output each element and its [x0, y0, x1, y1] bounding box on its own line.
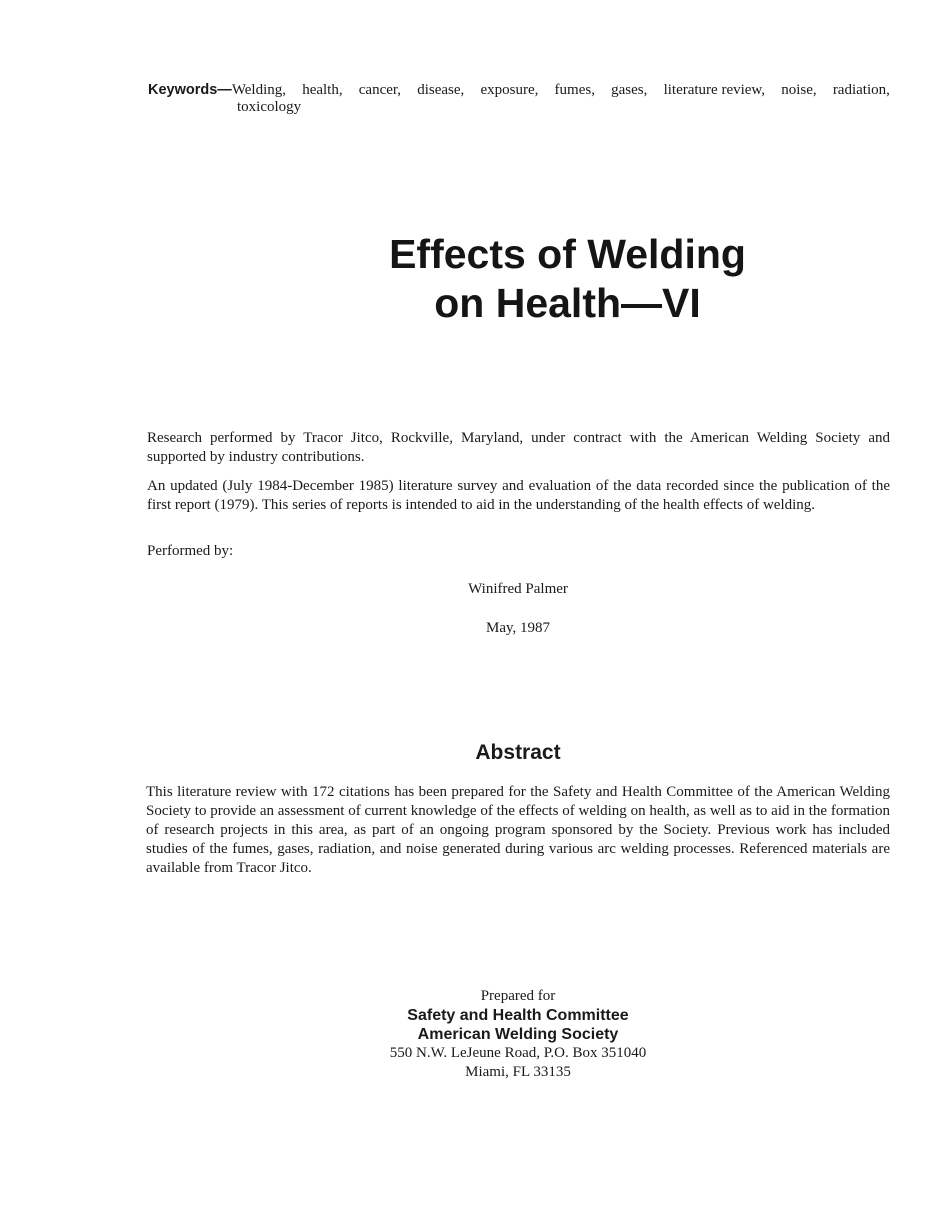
abstract-text: This literature review with 172 citations has been prepared for the Safety and Health Committee of the American Welding Society to provide an assessment of current knowledge of the effects of welding on health, as well as to aid in the formation of research projects in this area, as part of an ongoing program sponsored by the Society. Previous work has included studies of the fumes, gases, radiation, and noise generated during various arc welding processes. Referenced materials are available from Tracor Jitco.	[146, 784, 890, 876]
committee-name: Safety and Health Committee	[407, 1007, 629, 1024]
research-paragraph: Research performed by Tracor Jitco, Rockville, Maryland, under contract with the American Welding Society and supported by industry contributions.	[147, 430, 890, 465]
performed-by-label: Performed by:	[147, 543, 234, 559]
keywords-block	[148, 82, 890, 116]
prepared-for-block	[0, 987, 950, 1082]
keyword-item: radiation,	[832, 82, 890, 98]
keywords-line-1	[148, 82, 890, 99]
abstract-heading: Abstract	[475, 741, 561, 764]
document-title	[335, 230, 800, 328]
prepared-for-label: Prepared for	[480, 988, 556, 1004]
keyword-item: Welding,	[231, 82, 287, 98]
keyword-item: fumes,	[554, 82, 595, 98]
keywords-line-2: toxicology	[237, 99, 302, 115]
title-line-1: Effects of Welding	[389, 231, 746, 277]
society-name: American Welding Society	[417, 1026, 619, 1043]
address-line: 550 N.W. LeJeune Road, P.O. Box 351040	[389, 1045, 647, 1061]
keyword-item: gases,	[611, 82, 648, 98]
keyword-item: literature review,	[663, 82, 766, 98]
publication-date: May, 1987	[485, 620, 551, 636]
city-line: Miami, FL 33135	[465, 1064, 571, 1080]
keyword-item: exposure,	[480, 82, 539, 98]
update-paragraph: An updated (July 1984-December 1985) literature survey and evaluation of the data recorded since the publication of the first report (1979). This series of reports is intended to aid in the understanding of the health effects of welding.	[147, 478, 890, 513]
keywords-label: Keywords—	[148, 82, 232, 98]
author-name: Winifred Palmer	[468, 581, 568, 597]
title-line-2: on Health—VI	[434, 280, 701, 326]
keyword-item: health,	[302, 82, 343, 98]
keyword-item: noise,	[781, 82, 817, 98]
keyword-item: cancer,	[358, 82, 402, 98]
keyword-item: disease,	[417, 82, 465, 98]
